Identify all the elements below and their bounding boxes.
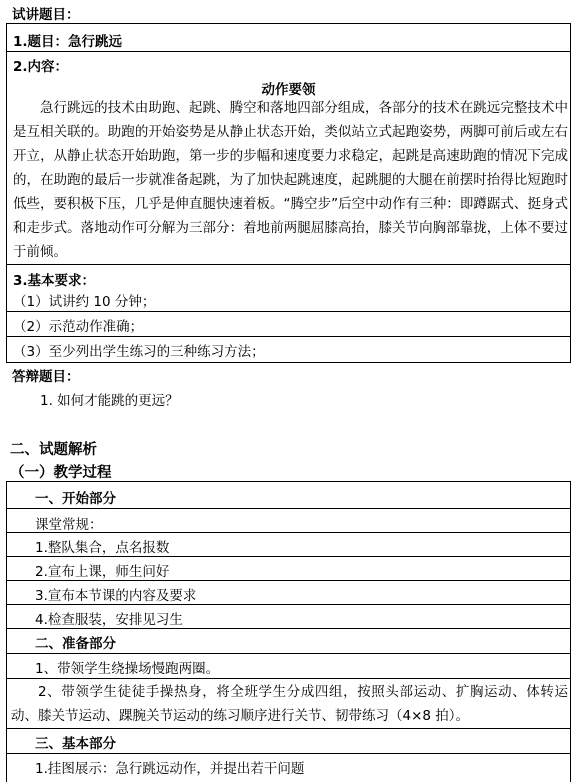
requirement-item: （1）试讲约 10 分钟； bbox=[13, 294, 156, 310]
topic-line: 1.题目：急行跳远 bbox=[13, 34, 123, 50]
defense-question: 1. 如何才能跳的更远？ bbox=[40, 393, 179, 409]
divider bbox=[7, 728, 570, 729]
defense-title: 答辩题目： bbox=[12, 369, 80, 385]
divider bbox=[7, 556, 570, 557]
requirements-label: 3.基本要求： bbox=[13, 273, 96, 289]
header-title: 试讲题目： bbox=[12, 7, 80, 23]
divider bbox=[7, 604, 570, 605]
routine-step: 4.检查服装，安排见习生 bbox=[35, 612, 183, 628]
divider bbox=[7, 311, 570, 312]
divider bbox=[7, 753, 570, 754]
divider bbox=[7, 508, 570, 509]
divider bbox=[7, 628, 570, 629]
requirement-item: （2）示范动作准确； bbox=[13, 319, 144, 335]
divider bbox=[7, 532, 570, 533]
section-title: 二、试题解析 bbox=[10, 442, 97, 458]
part-heading: 一、开始部分 bbox=[35, 491, 116, 507]
routine-step: 1.整队集合，点名报数 bbox=[35, 540, 170, 556]
routine-step: 2.宣布上课，师生问好 bbox=[35, 564, 170, 580]
part-heading: 二、准备部分 bbox=[35, 636, 116, 652]
content-label: 2.内容： bbox=[13, 59, 69, 75]
subtitle: 动作要领 bbox=[261, 82, 316, 98]
divider bbox=[7, 678, 570, 679]
divider bbox=[7, 336, 570, 337]
part-heading: 三、基本部分 bbox=[35, 736, 116, 752]
prep-item: 1、带领学生绕操场慢跑两圈。 bbox=[35, 661, 220, 677]
section-subtitle: （一）教学过程 bbox=[10, 465, 112, 481]
teaching-process-box bbox=[6, 481, 571, 782]
divider bbox=[7, 51, 570, 52]
prep-item: 2、带领学生徒徒手操热身，将全班学生分成四组，按照头部运动、扩胸运动、体转运动、膝关节运动、踝腕关节运动的练习顺序进行关节、韧带练习（4×8 拍）。 bbox=[11, 684, 568, 724]
content-paragraph: 急行跳远的技术由助跑、起跳、腾空和落地四部分组成，各部分的技术在跳远完整技术中是互相关联的。助跑的开始姿势是从静止状态开始，类似站立式起跑姿势，两脚可前后或左右开立，从静止状态开始助跑，第一步的步幅和速度要力求稳定，起跳是高速助跑的情况下完成的，在助跑的最后一步就准备起跳，为了加快起跳速度，起跳腿的大腿在前摆时抬得比短跑时低些，要积极下压，几乎是伸直腿快速着板。“腾空步”后空中动作有三种：即蹲踞式、挺身式和走步式。落地动作可分解为三部分：着地前两腿屈膝高抬，膝关节向胸部靠拢，上体不要过于前倾。 bbox=[13, 100, 568, 260]
divider bbox=[7, 264, 570, 265]
divider bbox=[7, 580, 570, 581]
routine-step: 3.宣布本节课的内容及要求 bbox=[35, 588, 197, 604]
routine-label: 课堂常规： bbox=[35, 517, 103, 533]
requirement-item: （3）至少列出学生练习的三种练习方法； bbox=[13, 344, 265, 360]
question-box bbox=[6, 23, 571, 363]
divider bbox=[7, 653, 570, 654]
basic-item: 1.挂图展示：急行跳远动作，并提出若干问题 bbox=[35, 761, 305, 777]
